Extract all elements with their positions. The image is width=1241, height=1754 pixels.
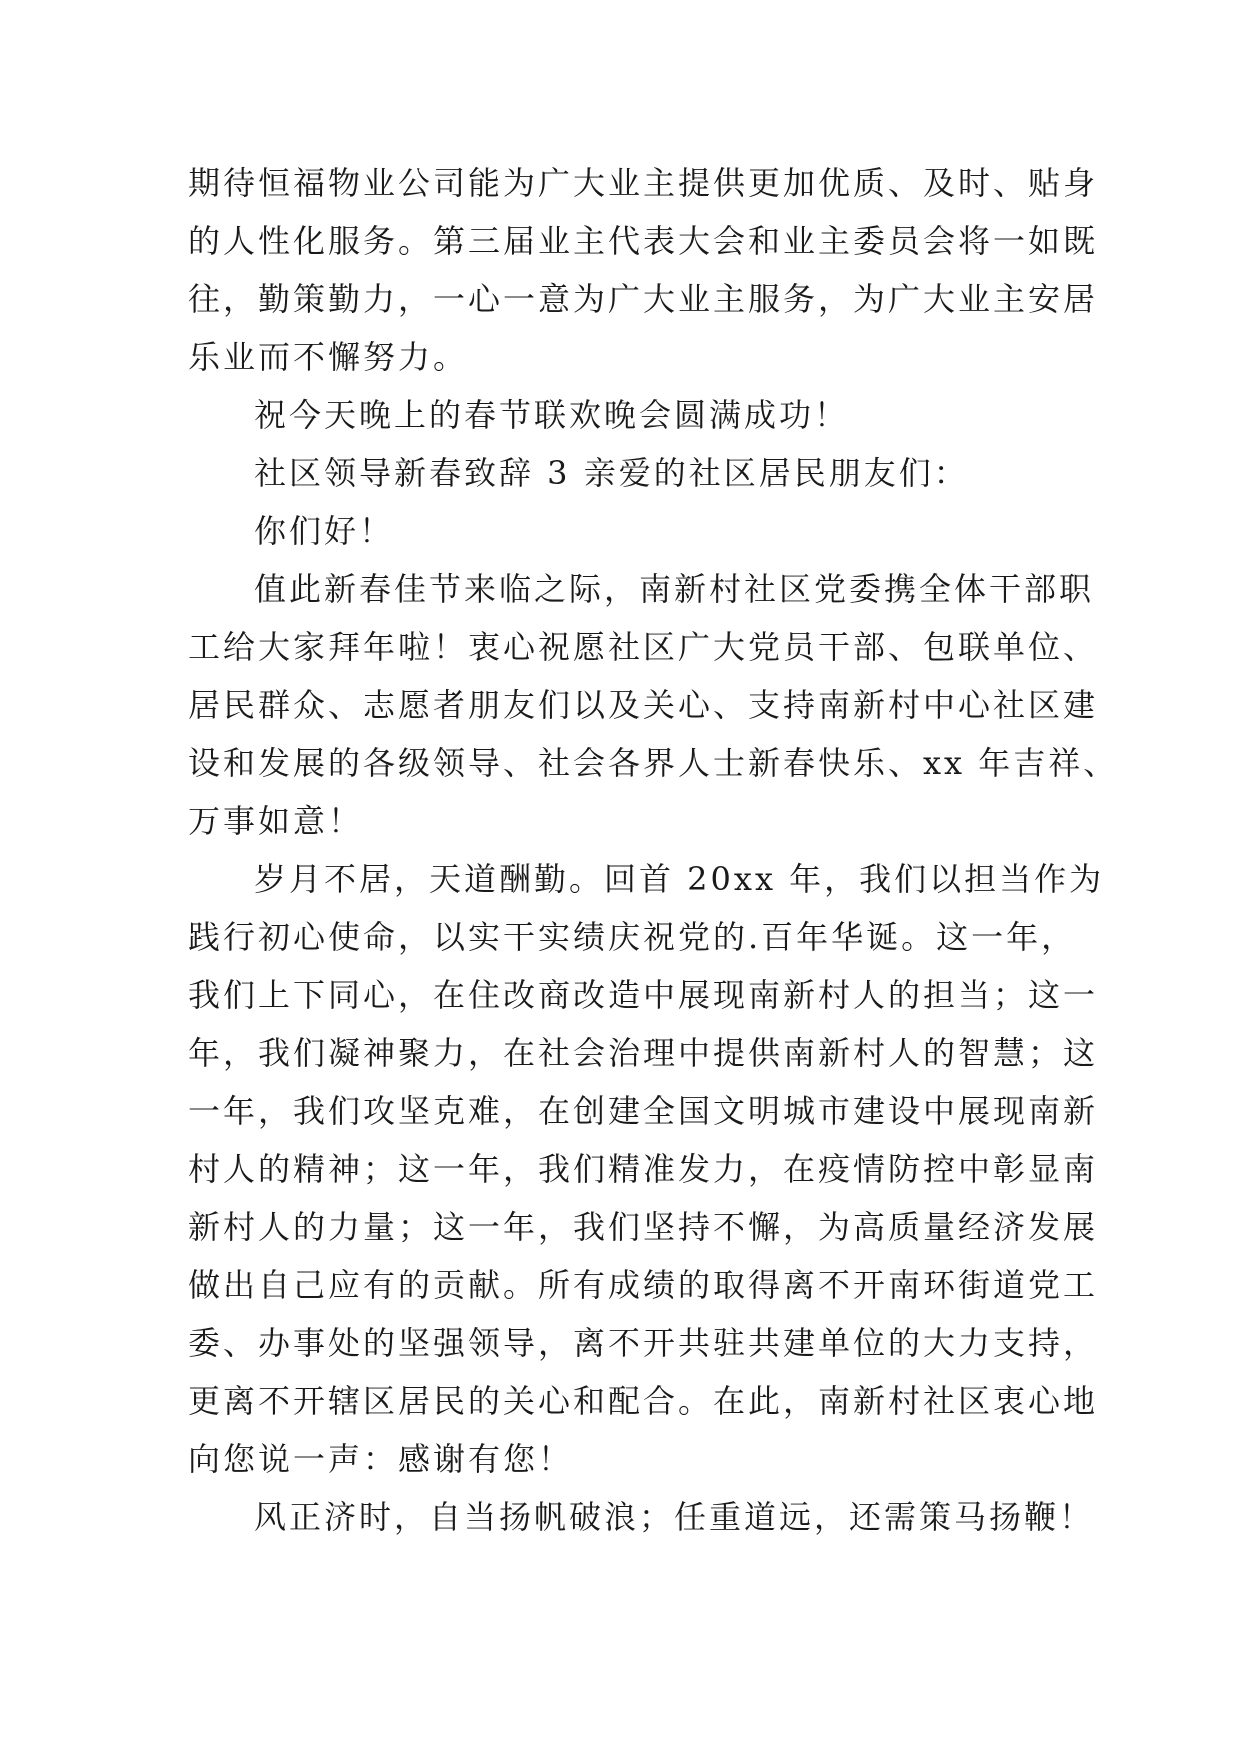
text-line: 期待恒福物业公司能为广大业主提供更加优质、及时、贴身 bbox=[188, 164, 1099, 202]
text-line: 往，勤策勤力，一心一意为广大业主服务，为广大业主安居 bbox=[188, 280, 1099, 318]
text-line: 更离不开辖区居民的关心和配合。在此，南新村社区衷心地 bbox=[188, 1382, 1099, 1420]
document-body bbox=[188, 154, 1119, 1546]
text-line: 社区领导新春致辞 3 亲爱的社区居民朋友们： bbox=[254, 454, 969, 492]
text-line: 万事如意！ bbox=[188, 802, 364, 840]
text-line: 工给大家拜年啦！衷心祝愿社区广大党员干部、包联单位、 bbox=[188, 628, 1099, 666]
text-line: 践行初心使命，以实干实绩庆祝党的.百年华诞。这一年， bbox=[188, 918, 1077, 956]
text-line: 向您说一声：感谢有您！ bbox=[188, 1440, 574, 1478]
text-line: 年，我们凝神聚力，在社会治理中提供南新村人的智慧；这 bbox=[188, 1034, 1099, 1072]
text-line: 居民群众、志愿者朋友们以及关心、支持南新村中心社区建 bbox=[188, 686, 1099, 724]
text-line: 做出自己应有的贡献。所有成绩的取得离不开南环街道党工 bbox=[188, 1266, 1099, 1304]
text-line: 我们上下同心，在住改商改造中展现南新村人的担当；这一 bbox=[188, 976, 1099, 1014]
text-line: 一年，我们攻坚克难，在创建全国文明城市建设中展现南新 bbox=[188, 1092, 1099, 1130]
text-line: 设和发展的各级领导、社会各界人士新春快乐、xx 年吉祥、 bbox=[188, 744, 1119, 782]
text-line: 岁月不居，天道酬勤。回首 20xx 年，我们以担当作为 bbox=[254, 860, 1105, 898]
text-line: 乐业而不懈努力。 bbox=[188, 338, 469, 376]
text-line: 村人的精神；这一年，我们精准发力，在疫情防控中彰显南 bbox=[188, 1150, 1099, 1188]
text-line: 委、办事处的坚强领导，离不开共驻共建单位的大力支持， bbox=[188, 1324, 1099, 1362]
text-line: 风正济时，自当扬帆破浪；任重道远，还需策马扬鞭！ bbox=[254, 1498, 1095, 1536]
text-line: 你们好！ bbox=[254, 512, 395, 550]
text-line: 的人性化服务。第三届业主代表大会和业主委员会将一如既 bbox=[188, 222, 1099, 260]
text-line: 新村人的力量；这一年，我们坚持不懈，为高质量经济发展 bbox=[188, 1208, 1099, 1246]
text-line: 祝今天晚上的春节联欢晚会圆满成功！ bbox=[254, 396, 850, 434]
text-line: 值此新春佳节来临之际，南新村社区党委携全体干部职 bbox=[254, 570, 1095, 608]
